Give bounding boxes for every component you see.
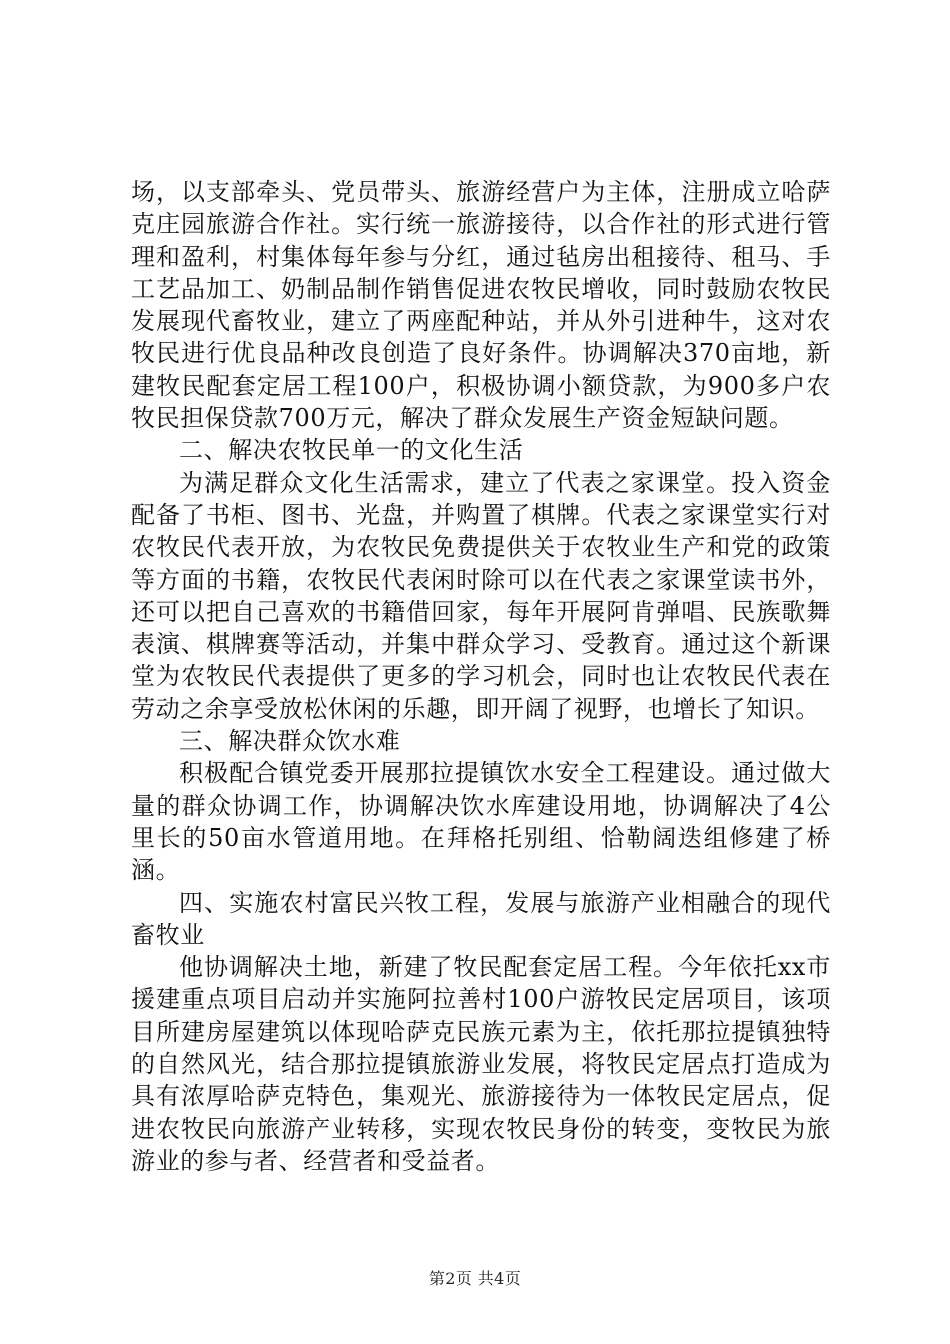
- document-body: [131, 176, 831, 1177]
- page-footer: [0, 1269, 950, 1289]
- section-heading-3: 三、解决群众饮水难: [179, 727, 401, 756]
- paragraph-continuation: 场，以支部牵头、党员带头、旅游经营户为主体，注册成立哈萨克庄园旅游合作社。实行统一旅游接待，以合作社的形式进行管理和盈利，村集体每年参与分红，通过毡房出租接待、租马、手工艺品加工、奶制品制作销售促进农牧民增收，同时鼓励农牧民发展现代畜牧业，建立了两座配种站，并从外引进种牛，这对农牧民进行优良品种改良创造了良好条件。协调解决370亩地，新建牧民配套定居工程100户，积极协调小额贷款，为900多户农牧民担保贷款700万元，解决了群众发展生产资金短缺问题。: [131, 178, 831, 433]
- paragraph-water: 积极配合镇党委开展那拉提镇饮水安全工程建设。通过做大量的群众协调工作，协调解决饮水库建设用地，协调解决了4公里长的50亩水管道用地。在拜格托别组、恰勒阔迭组修建了桥涵。: [131, 759, 831, 885]
- page-indicator: 第2页 共4页: [428, 1269, 522, 1288]
- paragraph-settlement: 他协调解决土地，新建了牧民配套定居工程。今年依托xx市援建重点项目启动并实施阿拉善村100户游牧民定居项目，该项目所建房屋建筑以体现哈萨克民族元素为主，依托那拉提镇独特的自然风光，结合那拉提镇旅游业发展，将牧民定居点打造成为具有浓厚哈萨克特色，集观光、旅游接待为一体牧民定居点，促进农牧民向旅游产业转移，实现农牧民身份的转变，变牧民为旅游业的参与者、经营者和受益者。: [131, 953, 831, 1175]
- paragraph-culture: 为满足群众文化生活需求，建立了代表之家课堂。投入资金配备了书柜、图书、光盘，并购置了棋牌。代表之家课堂实行对农牧民代表开放，为农牧民免费提供关于农牧业生产和党的政策等方面的书籍，农牧民代表闲时除可以在代表之家课堂读书外，还可以把自己喜欢的书籍借回家，每年开展阿肯弹唱、民族歌舞表演、棋牌赛等活动，并集中群众学习、受教育。通过这个新课堂为农牧民代表提供了更多的学习机会，同时也让农牧民代表在劳动之余享受放松休闲的乐趣，即开阔了视野，也增长了知识。: [131, 468, 831, 723]
- section-heading-4: 四、实施农村富民兴牧工程，发展与旅游产业相融合的现代畜牧业: [131, 888, 831, 949]
- section-heading-2: 二、解决农牧民单一的文化生活: [179, 436, 524, 465]
